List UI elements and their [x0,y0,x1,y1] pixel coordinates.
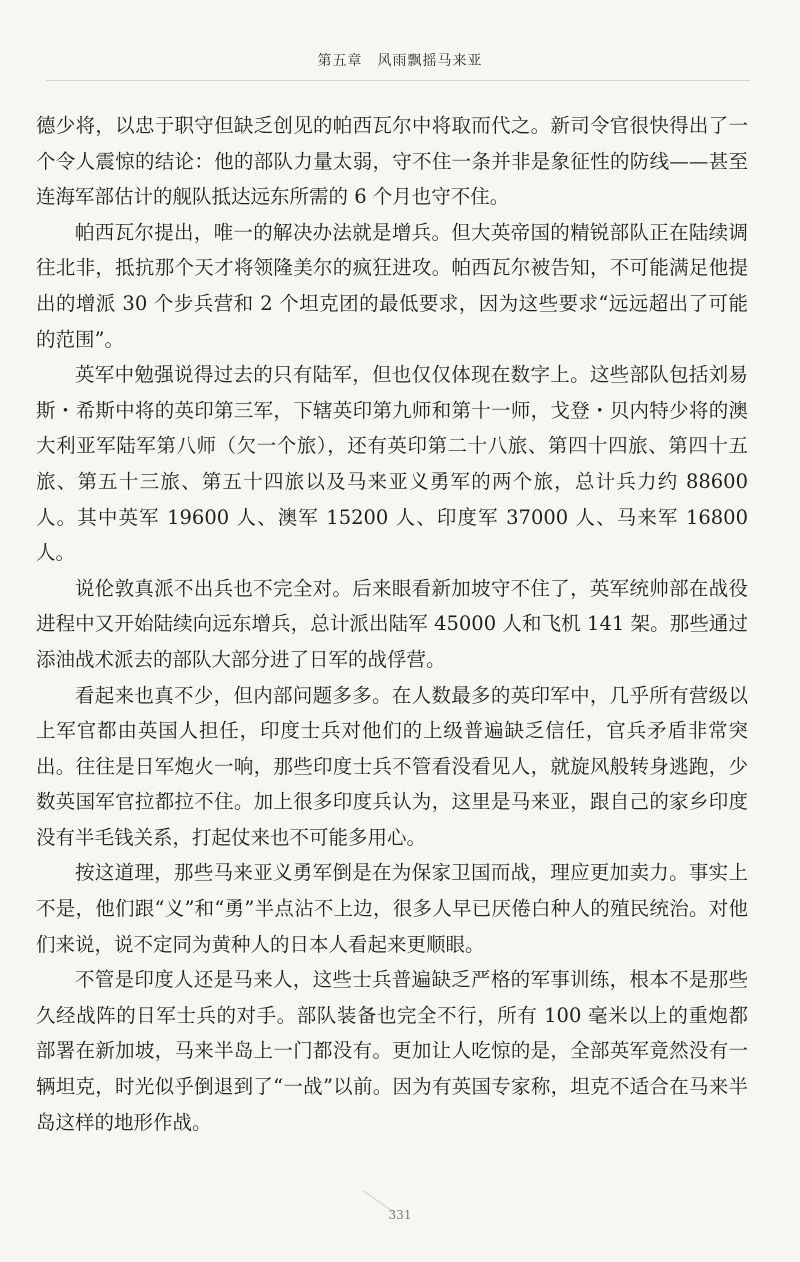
paragraph-6: 按这道理，那些马来亚义勇军倒是在为保家卫国而战，理应更加卖力。事实上不是，他们跟“义”和“勇”半点沾不上边，很多人早已厌倦白种人的殖民统治。对他们来说，说不定同为黄种人的日本人看起来更顺眼。 [36,861,748,956]
paragraph-3: 英军中勉强说得过去的只有陆军，但也仅仅体现在数字上。这些部队包括刘易斯・希斯中将的英印第三军，下辖英印第九师和第十一师，戈登・贝内特少将的澳大利亚军陆军第八师（欠一个旅），还有英印第二十八旅、第四十四旅、第四十五旅、第五十三旅、第五十四旅以及马来亚义勇军的两个旅，总计兵力约 88600 人。其中英军 19600 人、澳军 15200 人、印度军 37000 人、马来军 16800 人。 [36,363,748,565]
paragraph-4: 说伦敦真派不出兵也不完全对。后来眼看新加坡守不住了，英军统帅部在战役进程中又开始陆续向远东增兵，总计派出陆军 45000 人和飞机 141 架。那些通过添油战术派去的部队大部分进了日军的战俘营。 [36,576,748,671]
paragraph-7: 不管是印度人还是马来人，这些士兵普遍缺乏严格的军事训练，根本不是那些久经战阵的日军士兵的对手。部队装备也完全不行，所有 100 毫米以上的重炮都部署在新加坡，马来半岛上一门都没有。更加让人吃惊的是，全部英军竟然没有一辆坦克，时光似乎倒退到了“一战”以前。因为有英国专家称，坦克不适合在马来半岛这样的地形作战。 [36,968,748,1134]
paragraph-1: 德少将，以忠于职守但缺乏创见的帕西瓦尔中将取而代之。新司令官很快得出了一个令人震惊的结论：他的部队力量太弱，守不住一条并非是象征性的防线——甚至连海军部估计的舰队抵达远东所需的 6 个月也守不住。 [36,114,748,209]
header-rule [46,80,750,81]
paragraph-5: 看起来也真不少，但内部问题多多。在人数最多的英印军中，几乎所有营级以上军官都由英国人担任，印度士兵对他们的上级普遍缺乏信任，官兵矛盾非常突出。往往是日军炮火一响，那些印度士兵不管看没看见人，就旋风般转身逃跑，少数英国军官拉都拉不住。加上很多印度兵认为，这里是马来亚，跟自己的家乡印度没有半毛钱关系，打起仗来也不可能多用心。 [36,683,748,849]
running-header: 第五章 风雨飘摇马来亚 [317,53,483,69]
body-text [36,108,748,1140]
paragraph-2: 帕西瓦尔提出，唯一的解决办法就是增兵。但大英帝国的精锐部队正在陆续调往北非，抵抗那个天才将领隆美尔的疯狂进攻。帕西瓦尔被告知，不可能满足他提出的增派 30 个步兵营和 2 个坦克团的最低要求，因为这些要求“远远超出了可能的范围”。 [36,220,748,351]
page-number: 331 [388,1208,412,1222]
